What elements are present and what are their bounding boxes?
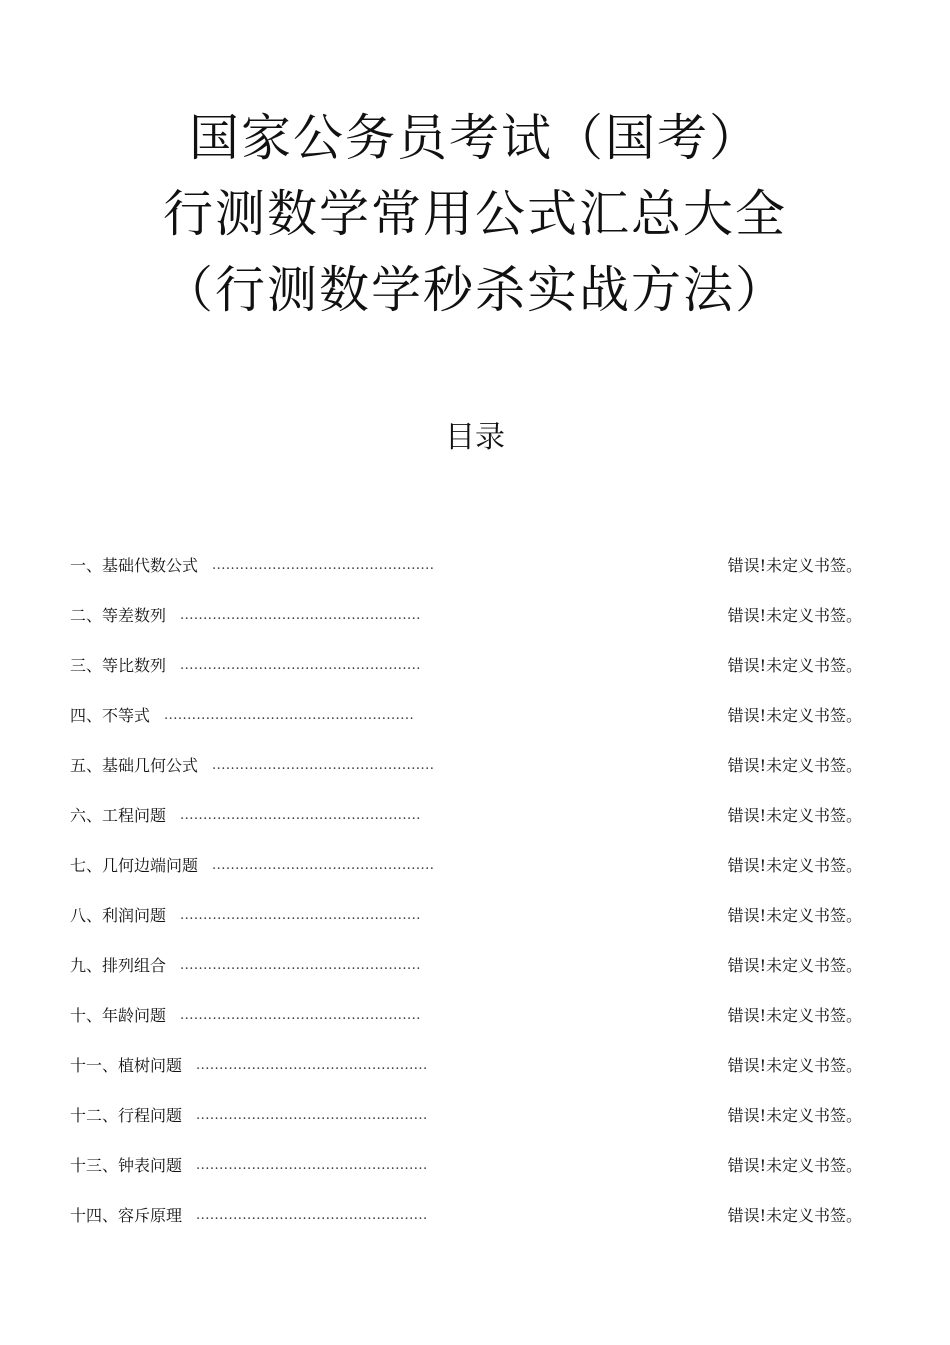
toc-entry-label: 十一、植树问题 bbox=[70, 1056, 183, 1075]
toc-entry[interactable] bbox=[70, 1052, 870, 1102]
toc-entry-label: 七、几何边端问题 bbox=[70, 856, 199, 875]
toc-entry-page: 错误!未定义书签。 bbox=[727, 856, 862, 875]
toc-entry-page: 错误!未定义书签。 bbox=[727, 1156, 862, 1175]
toc-entry-label: 五、基础几何公式 bbox=[70, 756, 199, 775]
toc-entry[interactable] bbox=[70, 952, 870, 1002]
toc-entry-label: 四、不等式 bbox=[70, 706, 151, 725]
toc-entry[interactable] bbox=[70, 852, 870, 902]
toc-entry[interactable] bbox=[70, 752, 870, 802]
toc-entry-leader: .................................................. bbox=[196, 1158, 428, 1173]
toc-entry-page: 错误!未定义书签。 bbox=[727, 906, 862, 925]
toc-entry-page: 错误!未定义书签。 bbox=[727, 806, 862, 825]
title-line-1: 国家公务员考试（国考） bbox=[189, 109, 761, 167]
toc-entry-leader: .................................................. bbox=[196, 1058, 428, 1073]
toc-entry[interactable] bbox=[70, 802, 870, 852]
toc-entry-leader: ................................................ bbox=[212, 558, 435, 573]
toc-entry-leader: .................................................... bbox=[180, 1008, 421, 1023]
toc-entry-leader: .................................................... bbox=[180, 958, 421, 973]
toc-entry-leader: ...................................................... bbox=[164, 708, 415, 723]
toc-entry[interactable] bbox=[70, 902, 870, 952]
toc-entry-leader: .................................................... bbox=[180, 608, 421, 623]
toc-entry-page: 错误!未定义书签。 bbox=[727, 1106, 862, 1125]
toc-heading: 目录 bbox=[445, 420, 505, 455]
toc-entry-page: 错误!未定义书签。 bbox=[727, 556, 862, 575]
toc-entry-page: 错误!未定义书签。 bbox=[727, 956, 862, 975]
toc-entry[interactable] bbox=[70, 602, 870, 652]
toc-entry-leader: .................................................. bbox=[196, 1208, 428, 1223]
toc-entry[interactable] bbox=[70, 702, 870, 752]
toc-entry[interactable] bbox=[70, 1152, 870, 1202]
toc-entry[interactable] bbox=[70, 1102, 870, 1152]
toc-entry-label: 三、等比数列 bbox=[70, 656, 167, 675]
title-line-3: （行测数学秒杀实战方法） bbox=[163, 261, 787, 319]
toc-entry-label: 六、工程问题 bbox=[70, 806, 167, 825]
toc-entry[interactable] bbox=[70, 552, 870, 602]
toc-entry-label: 九、排列组合 bbox=[70, 956, 167, 975]
toc-entry-leader: .................................................... bbox=[180, 658, 421, 673]
toc-entry-page: 错误!未定义书签。 bbox=[727, 606, 862, 625]
toc-entry-label: 十二、行程问题 bbox=[70, 1106, 183, 1125]
toc-entry-leader: .................................................... bbox=[180, 908, 421, 923]
toc-entry-page: 错误!未定义书签。 bbox=[727, 656, 862, 675]
toc-entry-label: 一、基础代数公式 bbox=[70, 556, 199, 575]
toc-entry-page: 错误!未定义书签。 bbox=[727, 756, 862, 775]
toc-entry-page: 错误!未定义书签。 bbox=[727, 1206, 862, 1225]
toc-entry-label: 十四、容斥原理 bbox=[70, 1206, 183, 1225]
toc-entry-page: 错误!未定义书签。 bbox=[727, 1056, 862, 1075]
toc-entry-page: 错误!未定义书签。 bbox=[727, 706, 862, 725]
table-of-contents bbox=[70, 552, 870, 1252]
toc-entry[interactable] bbox=[70, 1202, 870, 1252]
toc-entry-label: 八、利润问题 bbox=[70, 906, 167, 925]
toc-entry-leader: ................................................ bbox=[212, 758, 435, 773]
toc-entry-label: 十、年龄问题 bbox=[70, 1006, 167, 1025]
toc-entry[interactable] bbox=[70, 1002, 870, 1052]
toc-entry-label: 二、等差数列 bbox=[70, 606, 167, 625]
document-title bbox=[0, 100, 950, 328]
toc-entry-page: 错误!未定义书签。 bbox=[727, 1006, 862, 1025]
toc-entry[interactable] bbox=[70, 652, 870, 702]
toc-entry-label: 十三、钟表问题 bbox=[70, 1156, 183, 1175]
toc-entry-leader: ................................................ bbox=[212, 858, 435, 873]
toc-entry-leader: .................................................... bbox=[180, 808, 421, 823]
title-line-2: 行测数学常用公式汇总大全 bbox=[163, 185, 787, 243]
toc-entry-leader: .................................................. bbox=[196, 1108, 428, 1123]
